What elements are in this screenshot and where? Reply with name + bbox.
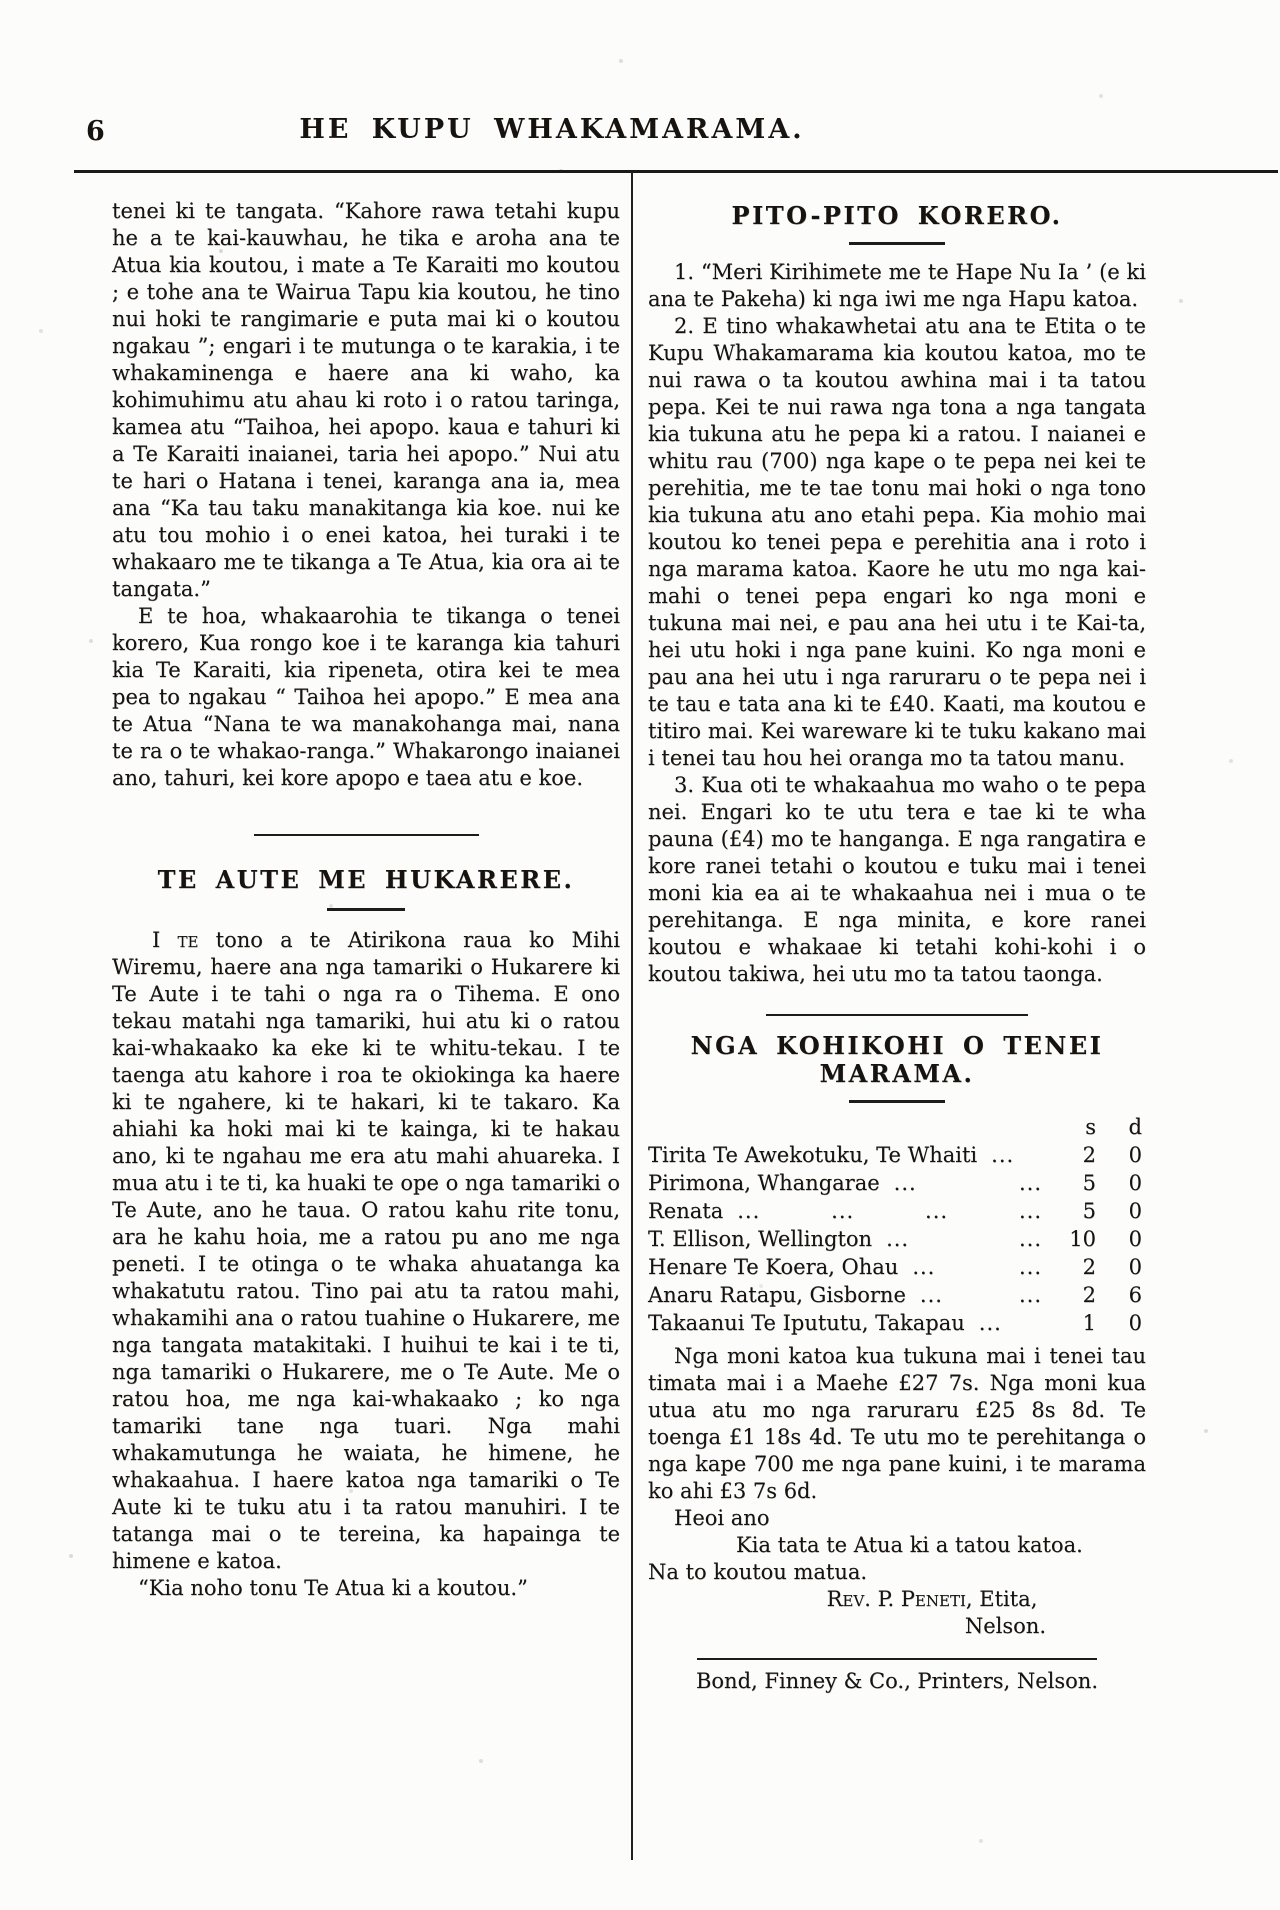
pito-pito-heading-rule (849, 242, 945, 245)
amount-pence: 6 (1128, 1283, 1142, 1307)
amount-pence: 0 (1128, 1143, 1142, 1167)
te-aute-lead-in: I te (152, 928, 199, 952)
printer-imprint: Bond, Finney & Co., Printers, Nelson. (695, 1669, 1098, 1693)
table-row (648, 1169, 1146, 1197)
amount-shillings: 1 (1082, 1311, 1096, 1335)
contributor-name: Anaru Ratapu, Gisborne (648, 1283, 906, 1307)
contributor-name: T. Ellison, Wellington (648, 1227, 873, 1251)
left-paragraph-2: E te hoa, whakaarohia te tikanga o tenei korero, Kua rongo koe i te karanga kia tahuri kia Te Karaiti, kia ripeneta, otira kei te mea pea to ngakau “ Taihoa hei apopo.” E mea ana te Atua “Nana te wa manakohanga mai, nana te ra o te whakao-ranga.” Whakarongo inaianei ano, tahuri, kei kore apopo e taea atu e koe. (112, 604, 620, 790)
leader-dots: ... ... (893, 1171, 1042, 1195)
korero-item-1: 1. “Meri Kirihimete me te Hape Nu Ia ’ (e ki ana te Pakeha) ki nga iwi me nga Hapu katoa. (648, 260, 1146, 311)
closing-valediction: Na to koutou matua. (648, 1560, 868, 1584)
korero-item-3: 3. Kua oti te whakaahua mo waho o te pepa nei. Engari ko te utu tera e tae ki te wha pauna (£4) mo te hanganga. E nga rangatira e kore ranei tetahi o koutou e tuku mai i tenei moni kia ea ai te whakaahua nei i mua o te perehitanga. E nga minita, e kore ranei koutou e whakaae ki tetahi kohi-kohi i o koutou takiwa, hei utu mo ta tatou taonga. (648, 773, 1146, 986)
leader-dots: ... ... (919, 1283, 1042, 1307)
accounts-summary: Nga moni katoa kua tukuna mai i tenei tau timata mai i a Maehe £27 7s. Nga moni kua utua atu mo nga raruraru £25 8s 8d. Te toenga £1 18s 4d. Te utu mo te perehitanga o nga kape 700 me nga pane kuini, i te marama ko ahi £3 7s 6d. (648, 1344, 1146, 1503)
amount-pence: 0 (1128, 1171, 1142, 1195)
amount-shillings: 2 (1082, 1255, 1096, 1279)
amount-shillings: 10 (1069, 1227, 1096, 1251)
imprint-rule (697, 1658, 1097, 1660)
leader-dots: ... ... ... ... (737, 1199, 1042, 1223)
amount-shillings: 5 (1082, 1199, 1096, 1223)
kohikohi-heading-rule (849, 1100, 945, 1103)
column-divider-rule (631, 172, 633, 1860)
te-aute-paragraph-text: tono a te Atirikona raua ko Mihi Wiremu, haere ana nga tamariki o Hukarere ki Te Aute i te tahi o nga ra o Tihema. E ono tekau matahi nga tamariki, hui atu ki o ratou kai-whakaako ka eke ki te whitu-tekau. I te taenga atu kahore i roa te okiokinga ka haere ki te ngahere, ki te hakari, ki te takaro. Ka ahiahi ka hoki mai ki te kainga, ki te hakau ano, ki te ngahau me era atu mahi ahuareka. I mua atu i te ti, ka huaki te ope o nga tamariki o Te Aute, ano he taua. O ratou kahu rite tonu, ara he kahu hoia, me a ratou pu ano me nga peneti. I te otinga o te whaka ahuatanga ka whakatutu ratou. Tino pai atu ta ratou mahi, whakamihi ana o ratou tuahine o Hukarere, me nga tangata matakitaki. I huihui te kai i te ti, nga tamariki o Hukarere, me o Te Aute. Me o ratou hoa, me nga kai-whakaako ; ko nga tamariki tane nga tuari. Nga mahi whakamutunga he waiata, he himene, he whakaahua. I haere katoa nga tamariki o Te Aute ki te tuku atu i ta ratou manuhiri. I te tatanga mai o te tereina, ka hapainga te himene e katoa. (112, 928, 620, 1573)
table-row (648, 1141, 1146, 1169)
amount-pence: 0 (1128, 1255, 1142, 1279)
editor-signature (648, 1586, 1146, 1613)
table-row (648, 1225, 1146, 1253)
te-aute-closing-quote: “Kia noho tonu Te Atua ki a koutou.” (138, 1576, 528, 1600)
te-aute-heading: TE AUTE ME HUKARERE. (157, 865, 575, 894)
page-number: 6 (86, 116, 105, 147)
column-header-shillings: s (1085, 1115, 1096, 1139)
page-title: HE KUPU WHAKAMARAMA. (299, 114, 805, 145)
table-row (648, 1281, 1146, 1309)
amount-pence: 0 (1128, 1199, 1142, 1223)
collections-table (648, 1113, 1146, 1337)
leader-dots: ... ... (912, 1255, 1042, 1279)
pito-pito-heading: PITO-PITO KORERO. (731, 201, 1063, 230)
kohikohi-separator-rule (766, 1014, 1028, 1016)
amount-shillings: 2 (1082, 1283, 1096, 1307)
contributor-name: Renata (648, 1199, 724, 1223)
te-aute-paragraph (112, 927, 620, 1575)
contributor-name: Henare Te Koera, Ohau (648, 1255, 899, 1279)
contributor-name: Tirita Te Awekotuku, Te Whaiti (648, 1143, 978, 1167)
amount-pence: 0 (1128, 1311, 1142, 1335)
table-row (648, 1253, 1146, 1281)
contributor-name: Takaanui Te Ipututu, Takapau (648, 1311, 965, 1335)
editor-place: Nelson. (964, 1614, 1046, 1638)
amount-pence: 0 (1128, 1227, 1142, 1251)
scan-speckles (0, 0, 2, 2)
closing-blessing: Kia tata te Atua ki a tatou katoa. (736, 1533, 1083, 1557)
header-rule (74, 170, 1278, 173)
korero-item-2: 2. E tino whakawhetai atu ana te Etita o te Kupu Whakamarama kia koutou katoa, mo te nui rawa o ta koutou awhina mai i ta tatou pepa. Kei te nui rawa nga tona a nga tangata kia tukuna atu he pepa ki a ratou. I naianei e whitu rau (700) nga kape o te pepa nei kei te perehitia, me te tae tonu mai hoki o nga tono kia tukuna atu ano etahi pepa. Kia mohio mai koutou ko tenei pepa e perehitia ana i roto i nga marama katoa. Kaore he utu mo nga kai-mahi o tenei pepa engari ko nga moni e tukuna mai nei, e pau ana hei utu i te Kai-ta, hei utu hoki i nga pane kuini. Ko nga moni e pau ana hei utu i nga raruraru o te pepa nei i te tau e tata ana ki te £40. Kaati, ma koutou e titiro mai. Kei wareware ki te tuku kakano mai i tenei tau hou hei oranga mo ta tatou manu. (648, 314, 1146, 770)
editor-name: Rev. P. Peneti, (826, 1587, 973, 1611)
amount-shillings: 2 (1082, 1143, 1096, 1167)
kohikohi-heading: NGA KOHIKOHI O TENEI MARAMA. (690, 1031, 1104, 1088)
right-column (648, 190, 1146, 1695)
contributor-name: Pirimona, Whangarae (648, 1171, 880, 1195)
closing-heoi: Heoi ano (674, 1506, 770, 1530)
table-row (648, 1309, 1146, 1337)
collections-table-header (648, 1113, 1146, 1141)
section-separator-rule (254, 834, 479, 836)
leader-dots: ... ... (886, 1227, 1042, 1251)
leader-dots: ... (978, 1311, 1002, 1335)
left-column (112, 198, 620, 1602)
amount-shillings: 5 (1082, 1171, 1096, 1195)
left-paragraph-1: tenei ki te tangata. “Kahore rawa tetahi kupu he a te kai-kauwhau, he tika e aroha ana te Atua kia koutou, i mate a Te Karaiti mo koutou ; e tohe ana te Wairua Tapu kia koutou, he tino nui hoki te rangimarie e puta mai ki o koutou ngakau ”; engari i te mutunga o te karakia, i te whakaminenga e haere ana ki waho, ka kohimuhimu atu ahau ki roto i o ratou taringa, kamea atu “Taihoa, hei apopo. kaua e tahuri ki a Te Karaiti inaianei, taria hei apopo.” Nui atu te hari o Hatana i tenei, karanga ana ia, mea ana “Ka tau taku manakitanga kia koe. nui ke atu tou mohio i o enei katoa, hei turaki i te whakaaro me te tikanga a Te Atua, kia ora ai te tangata.” (112, 199, 620, 601)
table-row (648, 1197, 1146, 1225)
te-aute-heading-rule (327, 908, 405, 911)
editor-role: Etita, (979, 1587, 1038, 1611)
column-header-pence: d (1128, 1115, 1142, 1139)
leader-dots: ... (991, 1143, 1015, 1167)
